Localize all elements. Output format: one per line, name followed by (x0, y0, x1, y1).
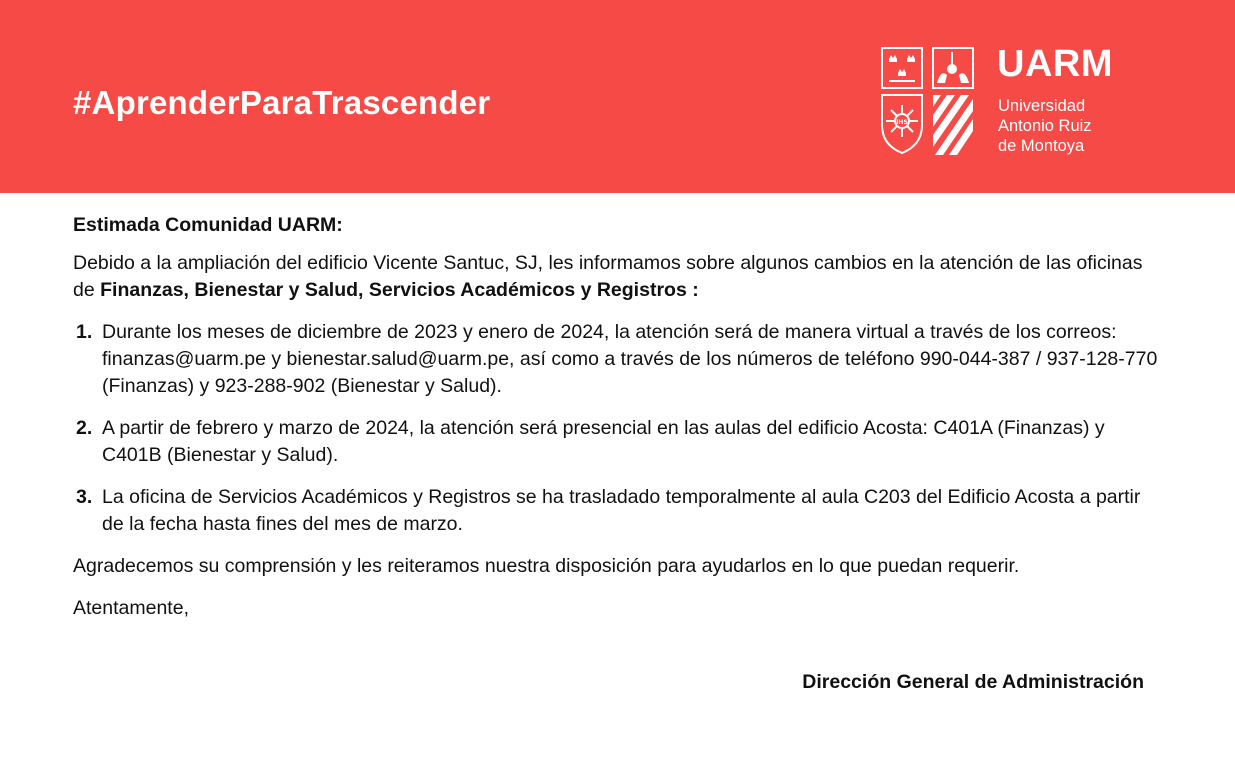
header-banner (0, 0, 1235, 193)
logo-name-line: Universidad (998, 97, 1086, 115)
list-item (73, 319, 1163, 400)
university-shield-icon (881, 47, 975, 155)
list-item (73, 484, 1163, 538)
closing-paragraph: Agradecemos su comprensión y les reiteramos nuestra disposición para ayudarlos en lo que puedan requerir. (73, 555, 1020, 577)
list-item-text: Durante los meses de diciembre de 2023 y enero de 2024, la atención será de manera virtual a través de los correos: finanzas@uarm.pe y bienestar.salud@uarm.pe, así como a través de los números de teléfono 990-044-387 / 937-128-770 (Finanzas) y 923-288-902 (Bienestar y Salud). (102, 321, 1158, 397)
intro-offices: Finanzas, Bienestar y Salud, Servicios Académicos y Registros : (100, 279, 699, 301)
list-item-number: 1. (76, 321, 93, 343)
logo-acronym: UARM (997, 43, 1113, 85)
list-item-text: La oficina de Servicios Académicos y Registros se ha trasladado temporalmente al aula C203 del Edificio Acosta a partir de la fecha hasta fines del mes de marzo. (102, 486, 1141, 535)
list-item-number: 3. (76, 486, 93, 508)
announcement-list (73, 319, 1163, 538)
letter-body (73, 212, 1163, 637)
list-item-text: A partir de febrero y marzo de 2024, la atención será presencial en las aulas del edificio Acosta: C401A (Finanzas) y C401B (Bienestar y Salud). (102, 417, 1105, 466)
logo-name-line: de Montoya (998, 137, 1085, 155)
list-item (73, 415, 1163, 469)
hashtag-title: #AprenderParaTrascender (73, 84, 491, 121)
logo-name-line: Antonio Ruiz (998, 117, 1092, 135)
svg-text:IHS: IHS (896, 119, 908, 126)
logo-university-name (998, 96, 1092, 156)
intro-text: Debido a la ampliación del edificio Vicente Santuc, SJ, les informamos sobre algunos cambios en la atención de las oficinas de (73, 252, 1143, 301)
signature: Dirección General de Administración (802, 671, 1144, 693)
greeting: Estimada Comunidad UARM: (73, 214, 343, 236)
farewell: Atentamente, (73, 597, 189, 619)
list-item-number: 2. (76, 417, 93, 439)
intro-paragraph (73, 250, 1163, 304)
